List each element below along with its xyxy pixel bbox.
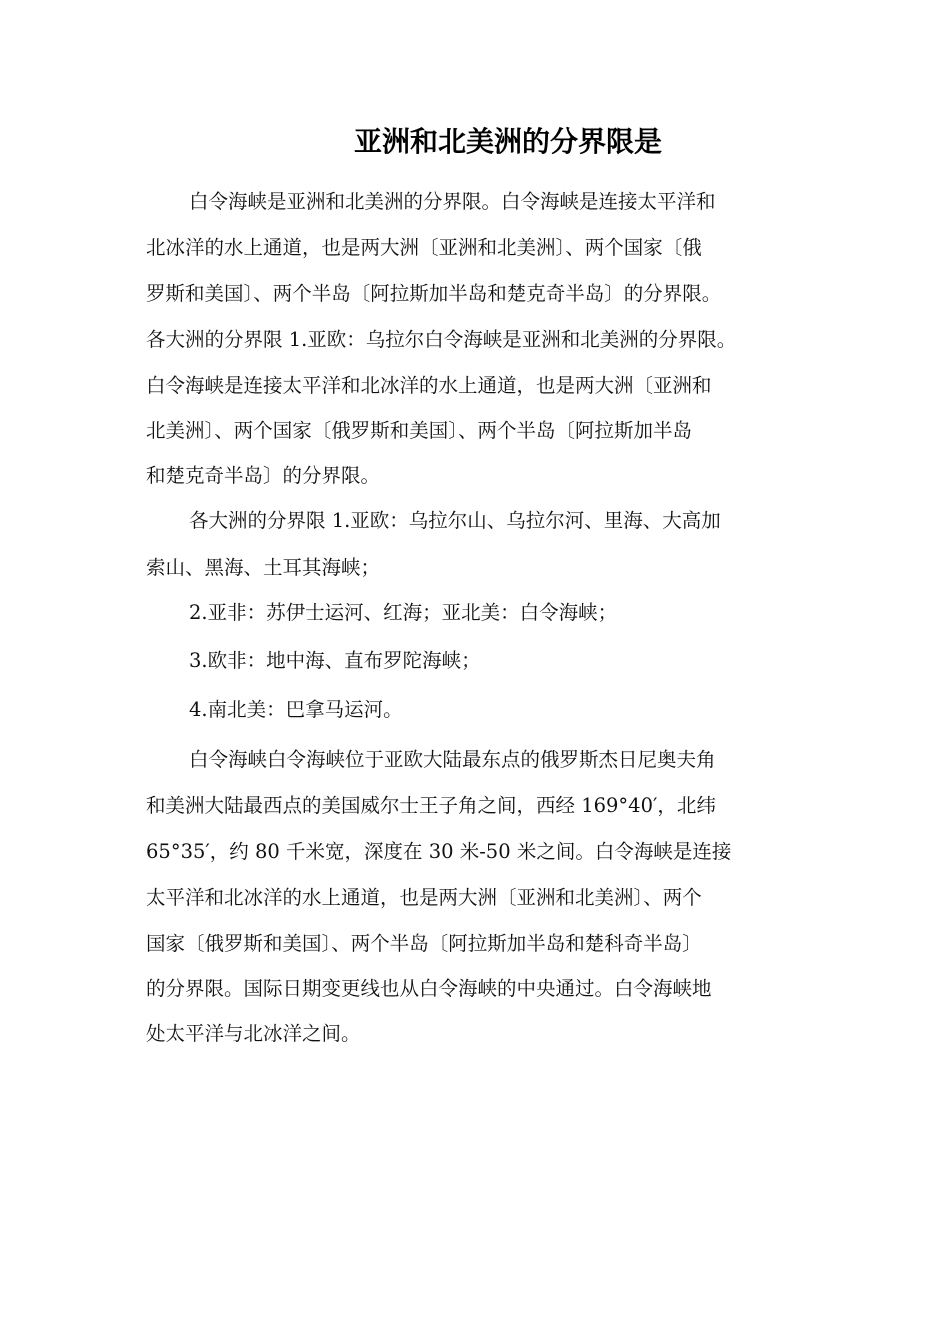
paragraph-line: 太平洋和北冰洋的水上通道，也是两大洲〔亚洲和北美洲〕、两个: [146, 886, 702, 909]
paragraph-line: 4.南北美：巴拿马运河。: [189, 698, 403, 721]
paragraph-line: 各大洲的分界限 1.亚欧：乌拉尔白令海峡是亚洲和北美洲的分界限。: [146, 328, 737, 351]
paragraph-line: 索山、黑海、土耳其海峡；: [146, 556, 381, 579]
paragraph-line: 北冰洋的水上通道，也是两大洲〔亚洲和北美洲〕、两个国家〔俄: [146, 236, 702, 259]
paragraph-line: 和美洲大陆最西点的美国威尔士王子角之间，西经 169°40′，北纬: [146, 794, 716, 817]
paragraph-line: 2.亚非：苏伊士运河、红海；亚北美：白令海峡；: [189, 601, 618, 624]
paragraph-line: 和楚克奇半岛〕的分界限。: [146, 464, 381, 487]
paragraph-line: 65°35′，约 80 千米宽，深度在 30 米-50 米之间。白令海峡是连接: [146, 840, 732, 863]
paragraph-line: 北美洲〕、两个国家〔俄罗斯和美国〕、两个半岛〔阿拉斯加半岛: [146, 419, 693, 442]
paragraph-line: 各大洲的分界限 1.亚欧：乌拉尔山、乌拉尔河、里海、大高加: [189, 509, 721, 532]
paragraph-line: 的分界限。国际日期变更线也从白令海峡的中央通过。白令海峡地: [146, 977, 712, 1000]
document-title: 亚洲和北美洲的分界限是: [353, 125, 662, 158]
paragraph-line: 白令海峡是亚洲和北美洲的分界限。白令海峡是连接太平洋和: [189, 190, 716, 213]
paragraph-line: 白令海峡是连接太平洋和北冰洋的水上通道，也是两大洲〔亚洲和: [146, 374, 712, 397]
paragraph-line: 国家〔俄罗斯和美国〕、两个半岛〔阿拉斯加半岛和楚科奇半岛〕: [146, 932, 702, 955]
paragraph-line: 3.欧非：地中海、直布罗陀海峡；: [189, 649, 481, 672]
paragraph-line: 罗斯和美国〕、两个半岛〔阿拉斯加半岛和楚克奇半岛〕的分界限。: [146, 282, 722, 305]
paragraph-line: 处太平洋与北冰洋之间。: [146, 1022, 361, 1045]
paragraph-line: 白令海峡白令海峡位于亚欧大陆最东点的俄罗斯杰日尼奥夫角: [189, 748, 716, 771]
